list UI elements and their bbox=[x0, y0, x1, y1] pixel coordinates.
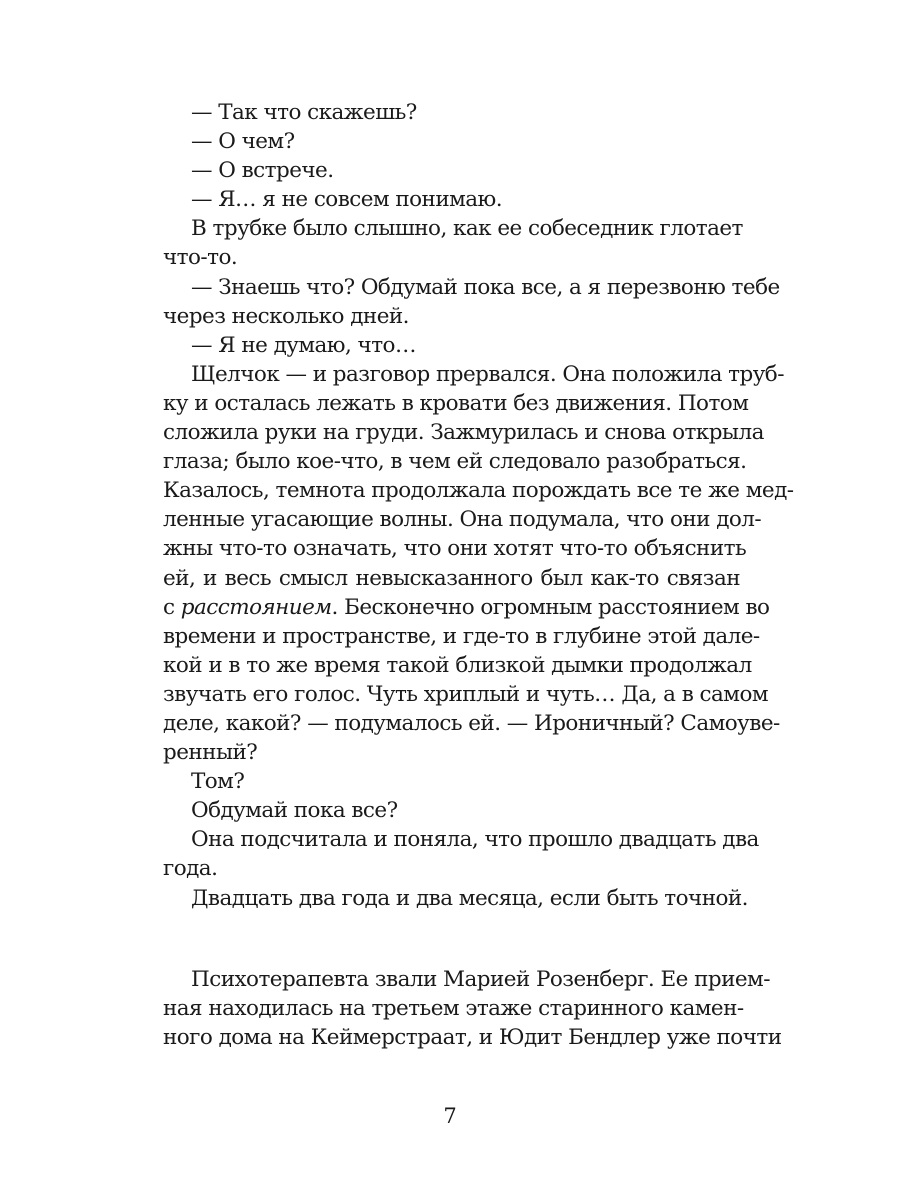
paragraph-line: звучать его голос. Чуть хриплый и чуть… Да, а в самом bbox=[163, 681, 769, 707]
paragraph-line: В трубке было слышно, как ее собеседник глотает bbox=[191, 216, 743, 242]
dialogue-line: — О чем? bbox=[191, 129, 295, 155]
paragraph-line: Том? bbox=[191, 769, 245, 795]
paragraph-line: сложила руки на груди. Зажмурилась и снова открыла bbox=[163, 420, 764, 446]
paragraph-line: ренный? bbox=[163, 740, 258, 766]
paragraph-line: ей, и весь смысл невысказанного был как-то связан bbox=[163, 565, 740, 591]
paragraph-line: ку и осталась лежать в кровати без движения. Потом bbox=[163, 390, 749, 416]
text-fragment: с bbox=[163, 594, 181, 620]
italic-word: расстоянием bbox=[180, 594, 332, 620]
paragraph-line: Обдумай пока все? bbox=[191, 798, 398, 824]
paragraph-line: жны что-то означать, что они хотят что-то объяснить bbox=[163, 536, 747, 562]
paragraph-line: Казалось, темнота продолжала порождать все те же мед- bbox=[163, 478, 794, 504]
text-fragment: . Бесконечно огромным расстоянием во bbox=[331, 594, 770, 620]
paragraph-line: Двадцать два года и два месяца, если быть точной. bbox=[191, 885, 748, 911]
paragraph-line-with-italic bbox=[163, 593, 770, 622]
paragraph-line: деле, какой? — подумалось ей. — Ироничный? Самоуве- bbox=[163, 710, 780, 736]
paragraph-line: — Знаешь что? Обдумай пока все, а я перезвоню тебе bbox=[191, 274, 780, 300]
book-page-text bbox=[163, 98, 794, 1052]
paragraph-line: года. bbox=[163, 856, 218, 882]
paragraph-line: Щелчок — и разговор прервался. Она положила труб- bbox=[191, 361, 784, 387]
paragraph-line: — Я не думаю, что… bbox=[191, 332, 416, 358]
paragraph-line: ного дома на Кеймерстраат, и Юдит Бендлер уже почти bbox=[163, 1024, 782, 1050]
dialogue-line: — Так что скажешь? bbox=[191, 100, 417, 125]
paragraph-line: Она подсчитала и поняла, что прошло двадцать два bbox=[191, 827, 759, 853]
paragraph-line: ленные угасающие волны. Она подумала, что они дол- bbox=[163, 507, 762, 533]
paragraph-line: Психотерапевта звали Марией Розенберг. Ее прием- bbox=[191, 966, 770, 992]
paragraph-line: что-то. bbox=[163, 245, 238, 271]
page-number: 7 bbox=[443, 1104, 457, 1128]
paragraph-line: ная находилась на третьем этаже старинного камен- bbox=[163, 995, 744, 1021]
section-break bbox=[163, 913, 740, 965]
dialogue-line: — О встрече. bbox=[191, 158, 334, 184]
dialogue-line: — Я… я не совсем понимаю. bbox=[191, 187, 503, 213]
paragraph-line: времени и пространстве, и где-то в глубине этой дале- bbox=[163, 623, 760, 649]
paragraph-line: через несколько дней. bbox=[163, 303, 409, 329]
paragraph-line: глаза; было кое-что, в чем ей следовало разобраться. bbox=[163, 449, 747, 475]
paragraph-line: кой и в то же время такой близкой дымки продолжал bbox=[163, 652, 752, 678]
